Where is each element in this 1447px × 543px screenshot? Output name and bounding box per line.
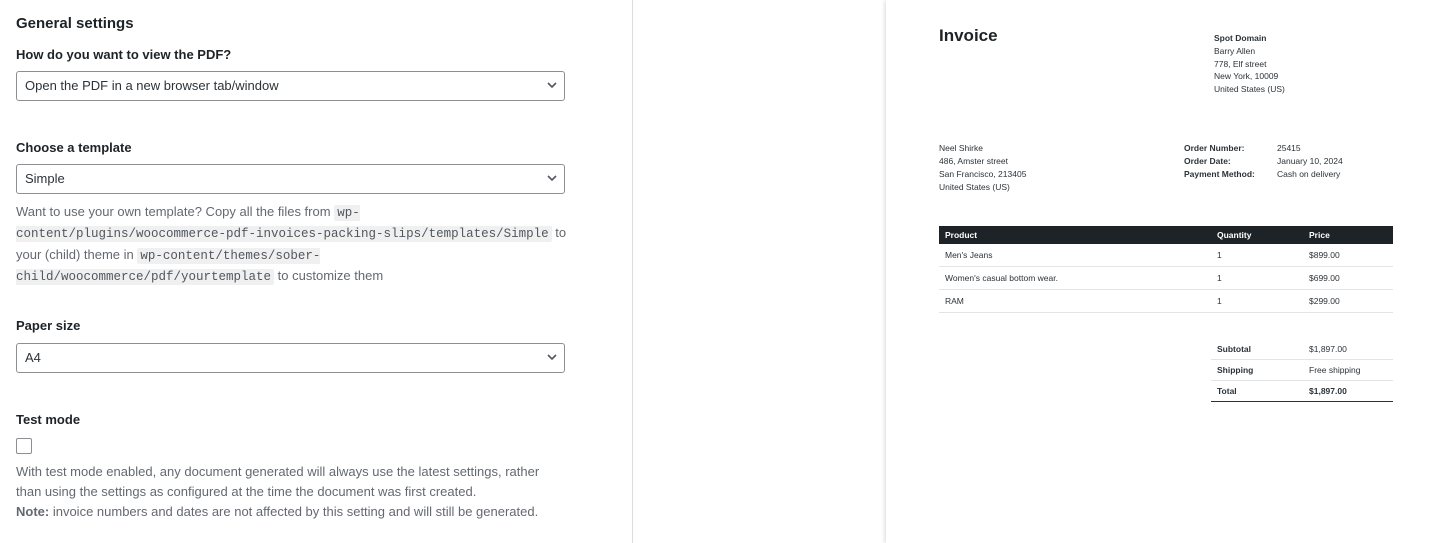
- field-test-mode: [16, 411, 616, 523]
- totals-key: Total: [1211, 381, 1303, 402]
- template-help-prefix: Want to use your own template? Copy all the files from: [16, 203, 331, 219]
- spacer: [16, 101, 616, 139]
- template-select-wrap: [16, 164, 565, 194]
- order-meta-key: Order Date:: [1184, 155, 1231, 166]
- order-meta-value: 25415: [1277, 142, 1301, 153]
- preview-gutter: [633, 0, 886, 543]
- page-title: General settings: [16, 15, 134, 32]
- template-source-path: wp-content/plugins/woocommerce-pdf-invoices-packing-slips/templates/Simple: [16, 205, 552, 242]
- cell-quantity: 1: [1211, 244, 1303, 267]
- cell-price: $899.00: [1303, 244, 1393, 267]
- spacer: [16, 287, 616, 317]
- template-target-path: wp-content/themes/sober-child/woocommerce/pdf/yourtemplate: [16, 248, 321, 284]
- cell-price: $699.00: [1303, 267, 1393, 290]
- paper-size-label: Paper size: [16, 318, 81, 334]
- totals-row-total: [1211, 381, 1393, 402]
- totals-value: $1,897.00: [1303, 339, 1393, 360]
- shop-address-line: United States (US): [1214, 84, 1285, 94]
- template-label: Choose a template: [16, 139, 132, 155]
- cell-price: $299.00: [1303, 290, 1393, 313]
- order-meta-value: Cash on delivery: [1277, 169, 1341, 180]
- paper-size-select-wrap: [16, 343, 565, 373]
- shop-address-line: New York, 10009: [1214, 71, 1279, 82]
- test-mode-note: [16, 502, 568, 522]
- line-items-table: [939, 226, 1393, 313]
- order-meta: [1184, 142, 1394, 195]
- billing-address-line: San Francisco, 213405: [939, 169, 1027, 180]
- cell-product: Men's Jeans: [939, 244, 1211, 267]
- test-mode-help-text: With test mode enabled, any document generated will always use the latest settings, rather than using the settings as configured at the time the document was first created.: [16, 463, 540, 499]
- cell-product: Women's casual bottom wear.: [939, 267, 1211, 290]
- totals-row-shipping: [1211, 360, 1393, 381]
- cell-quantity: 1: [1211, 290, 1303, 313]
- view-pdf-select[interactable]: [16, 71, 565, 101]
- totals-key: Shipping: [1211, 360, 1303, 381]
- template-help-suffix: to customize them: [277, 268, 384, 283]
- table-header-row: [939, 226, 1393, 244]
- table-row: [939, 290, 1393, 313]
- shop-name: Spot Domain: [1214, 33, 1267, 43]
- totals-table: [1211, 339, 1393, 402]
- invoice-preview-sheet: [886, 0, 1447, 543]
- test-mode-note-text: invoice numbers and dates are not affected by this setting and will still be generated.: [49, 504, 539, 520]
- order-meta-row: [1184, 168, 1394, 181]
- totals-key: Subtotal: [1211, 339, 1303, 360]
- shop-address-line: 778, Elf street: [1214, 58, 1267, 69]
- order-meta-key: Order Number:: [1184, 142, 1245, 153]
- billing-address: [939, 142, 1139, 195]
- column-header-quantity: Quantity: [1211, 226, 1303, 244]
- test-mode-checkbox[interactable]: [16, 438, 32, 454]
- test-mode-checkbox-row: [16, 438, 616, 454]
- totals-row-subtotal: [1211, 339, 1393, 360]
- billing-address-line: United States (US): [939, 182, 1010, 193]
- totals-value: $1,897.00: [1303, 381, 1393, 402]
- billing-address-line: 486, Amster street: [939, 155, 1008, 166]
- paper-size-select[interactable]: [16, 343, 565, 373]
- invoice-document: [939, 18, 1394, 402]
- table-row: [939, 267, 1393, 290]
- totals-body: [1211, 339, 1393, 402]
- general-settings-panel: [0, 0, 633, 543]
- order-meta-row: [1184, 142, 1394, 155]
- shop-address-line: Barry Allen: [1214, 45, 1256, 56]
- billing-address-line: Neel Shirke: [939, 142, 983, 153]
- view-pdf-select-wrap: [16, 71, 565, 101]
- field-view-pdf: [16, 46, 616, 101]
- line-items-header: [939, 226, 1393, 244]
- table-row: [939, 244, 1393, 267]
- template-help-text: [16, 202, 568, 288]
- field-paper-size: [16, 317, 616, 372]
- test-mode-note-label: Note:: [16, 504, 50, 520]
- column-header-product: Product: [939, 226, 1211, 244]
- order-meta-key: Payment Method:: [1184, 169, 1255, 180]
- shop-address: [1214, 18, 1394, 96]
- totals-value: Free shipping: [1303, 360, 1393, 381]
- test-mode-label: Test mode: [16, 411, 81, 427]
- line-items-body: [939, 244, 1393, 313]
- field-template: [16, 139, 616, 288]
- invoice-title: Invoice: [939, 26, 998, 45]
- column-header-price: Price: [1303, 226, 1393, 244]
- invoice-parties: [939, 142, 1394, 195]
- spacer: [16, 373, 616, 411]
- view-pdf-label: How do you want to view the PDF?: [16, 46, 232, 62]
- cell-quantity: 1: [1211, 267, 1303, 290]
- template-select[interactable]: [16, 164, 565, 194]
- order-meta-value: January 10, 2024: [1277, 155, 1343, 166]
- cell-product: RAM: [939, 290, 1211, 313]
- template-help-middle: to your (child) theme in: [16, 225, 567, 262]
- order-meta-row: [1184, 155, 1394, 168]
- invoice-header: [939, 18, 1394, 96]
